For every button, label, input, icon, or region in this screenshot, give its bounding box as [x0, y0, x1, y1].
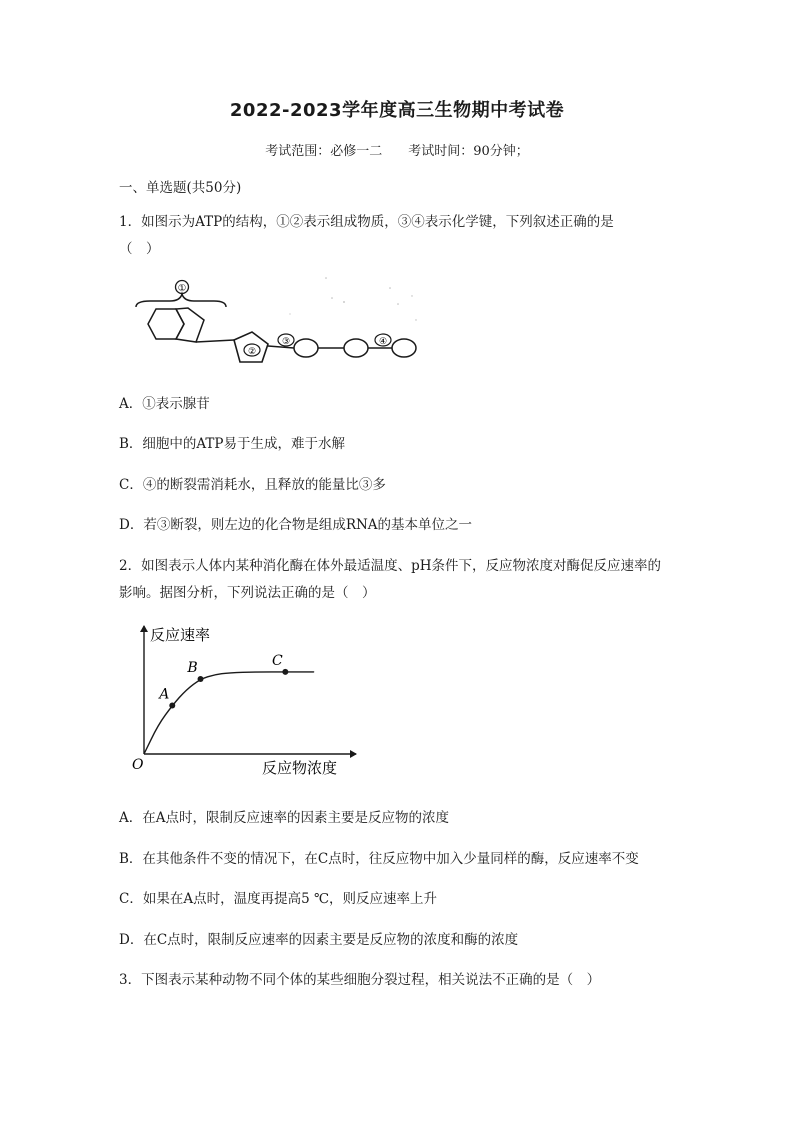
origin-label: O: [132, 757, 144, 773]
base-ribose-bond: [196, 340, 234, 342]
question-2-text: 如图表示人体内某种消化酶在体外最适温度、pH条件下，反应物浓度对酶促反应速率的: [141, 558, 662, 574]
svg-text:②: ②: [247, 347, 257, 357]
question-2-option-c[interactable]: C．如果在A点时，温度再提高5 ℃，则反应速率上升: [119, 891, 438, 907]
question-2-option-d[interactable]: D．在C点时，限制反应速率的因素主要是反应物的浓度和酶的浓度: [119, 932, 519, 948]
question-1-option-c[interactable]: C．④的断裂需消耗水，且释放的能量比③多: [119, 477, 386, 493]
question-1-option-d[interactable]: D．若③断裂，则左边的化合物是组成RNA的基本单位之一: [119, 517, 473, 533]
ribose-phosphate-bond: [268, 346, 294, 348]
brace-1-bracket: [136, 294, 226, 307]
point-a: [169, 702, 175, 708]
section-heading: 一、单选题(共50分): [119, 180, 242, 196]
question-2-option-a[interactable]: A．在A点时，限制反应速率的因素主要是反应物的浓度: [119, 810, 449, 826]
question-3-number: 3．: [119, 972, 142, 988]
scan-speckles: [289, 277, 416, 321]
atp-structure-figure: [128, 274, 428, 370]
exam-info: [0, 140, 794, 159]
point-label-c: C: [271, 652, 283, 669]
question-1-option-a[interactable]: A．①表示腺苷: [119, 396, 210, 412]
circle-label-1-icon: [176, 281, 189, 295]
point-label-a: A: [159, 686, 170, 703]
exam-time: 考试时间：90分钟；: [408, 144, 529, 159]
question-1-option-b[interactable]: B．细胞中的ATP易于生成，难于水解: [119, 436, 346, 452]
question-1-number: 1．: [119, 214, 142, 230]
question-3-text: 下图表示某种动物不同个体的某些细胞分裂过程，相关说法不正确的是（ ）: [141, 972, 601, 988]
y-axis-label: 反应速率: [150, 626, 211, 644]
question-1-text: 如图示为ATP的结构，①②表示组成物质，③④表示化学键，下列叙述正确的是: [141, 214, 614, 230]
reaction-rate-chart: [128, 622, 368, 782]
circle-label-2-icon: [244, 344, 260, 357]
question-2-option-b[interactable]: B．在其他条件不变的情况下，在C点时，往反应物中加入少量同样的酶，反应速率不变: [119, 851, 639, 867]
exam-scope: 考试范围：必修一二: [265, 144, 383, 159]
phosphate-2: [344, 339, 368, 357]
point-c: [282, 669, 288, 675]
question-1-blank: （ ）: [119, 241, 160, 257]
svg-text:①: ①: [177, 283, 187, 294]
adenine-pentagon-ring: [176, 308, 204, 342]
phosphate-3: [392, 339, 416, 357]
question-2-stem-continued: 影响。据图分析，下列说法正确的是（ ）: [119, 585, 376, 601]
rate-curve: [144, 672, 314, 754]
circle-label-3-icon: [278, 334, 294, 347]
circle-label-4-icon: [375, 334, 391, 347]
question-2-number: 2．: [119, 558, 142, 574]
question-1-stem: [119, 210, 614, 230]
svg-text:④: ④: [378, 337, 388, 347]
point-b: [198, 676, 204, 682]
page-title: 2022-2023学年度高三生物期中考试卷: [229, 100, 565, 121]
phosphate-1: [294, 339, 318, 357]
question-2-stem: [119, 554, 661, 574]
svg-text:③: ③: [281, 337, 291, 347]
point-label-b: B: [187, 659, 198, 676]
question-3-stem: [119, 968, 600, 988]
x-axis-label: 反应物浓度: [262, 759, 338, 777]
